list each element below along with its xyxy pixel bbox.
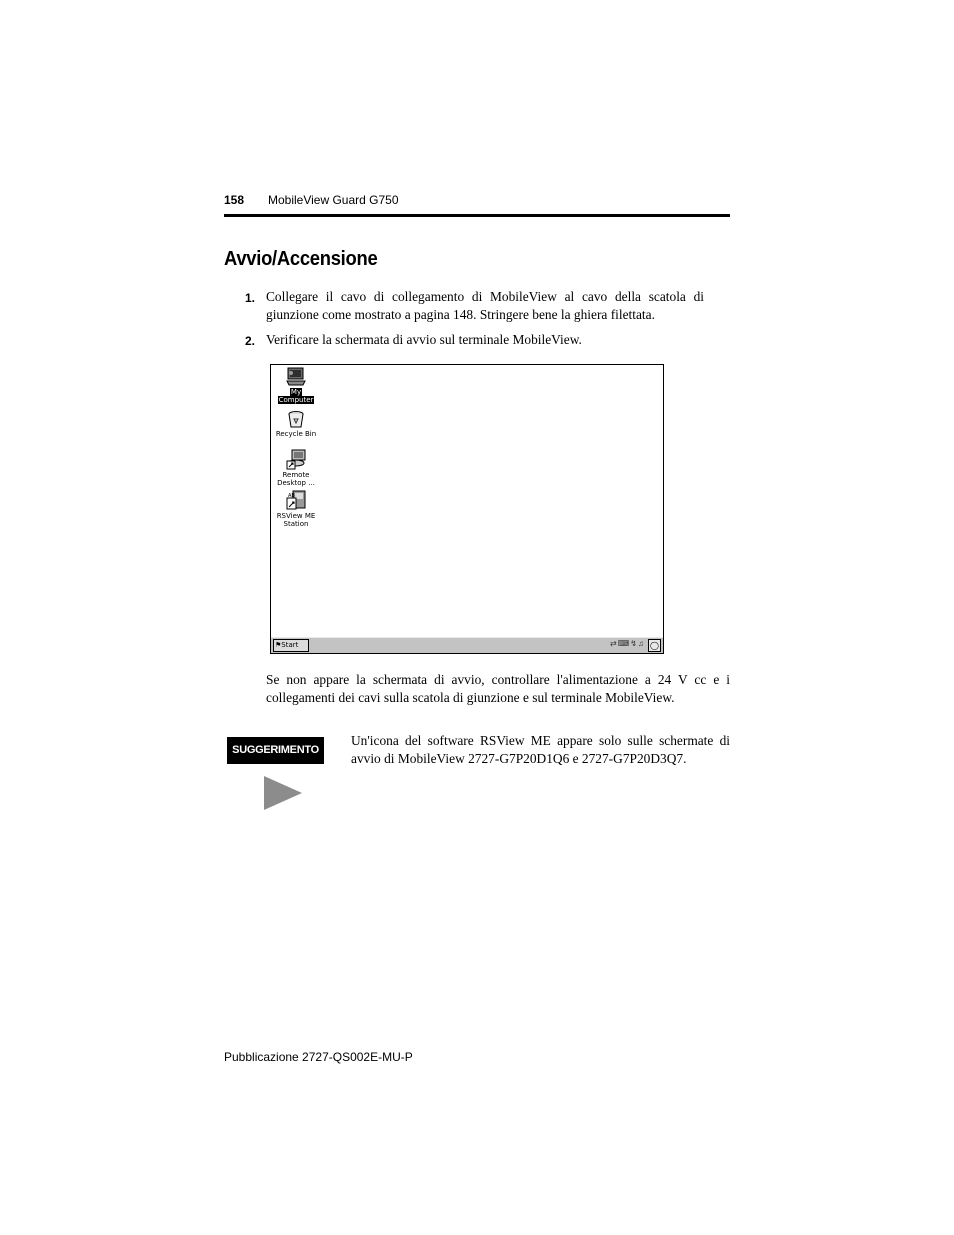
system-tray[interactable] [610,639,645,650]
startup-screenshot [270,364,664,654]
desktop-toggle-icon[interactable]: ◯ [648,639,661,652]
icon-label: Desktop ... [277,479,315,487]
tip-arrow-icon [264,776,302,810]
tip-text: Un'icona del software RSView ME appare solo sulle schermate di avvio di MobileView 2727-G7P20D1Q6 e 2727-G7P20D3Q7. [351,733,730,766]
startup-note-paragraph: Se non appare la schermata di avvio, controllare l'alimentazione a 24 V cc e i collegamenti dei cavi sulla scatola di giunzione e sul terminale MobileView. [266,672,730,705]
icon-label: Remote [282,471,310,479]
desktop-icon-rsview-me-station[interactable] [274,490,318,528]
step-number: 2. [245,334,256,348]
recycle-bin-icon [286,410,306,429]
connection-icon: ↯ [630,639,638,648]
tip-label: SUGGERIMENTO [227,737,324,764]
step-text: Collegare il cavo di collegamento di MobileView al cavo della scatola di giunzione come mostrato a pagina 148. Stringere bene la ghiera filettata. [266,289,704,322]
icon-label: Recycle Bin [275,430,317,438]
icon-label: Station [283,520,309,528]
section-title: Avvio/Accensione [224,248,378,270]
keyboard-icon: ⌨ [617,639,631,648]
start-button[interactable]: ⚑Start [273,639,309,652]
desktop-icon-my-computer[interactable] [274,367,318,404]
network-icon: ⇄ [610,639,618,648]
desktop-icon-remote-desktop[interactable] [274,449,318,487]
computer-icon [285,367,307,387]
page-number: 158 [224,193,245,207]
rsview-icon [285,490,307,511]
publication-footer: Pubblicazione 2727-QS002E-MU-P [224,1050,413,1064]
desktop-icon-recycle-bin[interactable] [274,410,318,438]
running-header-title: MobileView Guard G750 [268,193,399,207]
svg-text:AB: AB [288,493,295,499]
icon-label: RSView ME [276,512,316,520]
windows-logo-icon: ⚑ [275,641,282,649]
step-number: 1. [245,291,256,305]
icon-label: My [290,388,302,396]
icon-label: Computer [278,396,314,404]
step-text: Verificare la schermata di avvio sul terminale MobileView. [266,332,582,347]
header-rule [224,214,730,217]
taskbar [271,637,663,653]
remote-desktop-icon [285,449,307,470]
volume-icon: ♫ [638,639,645,648]
